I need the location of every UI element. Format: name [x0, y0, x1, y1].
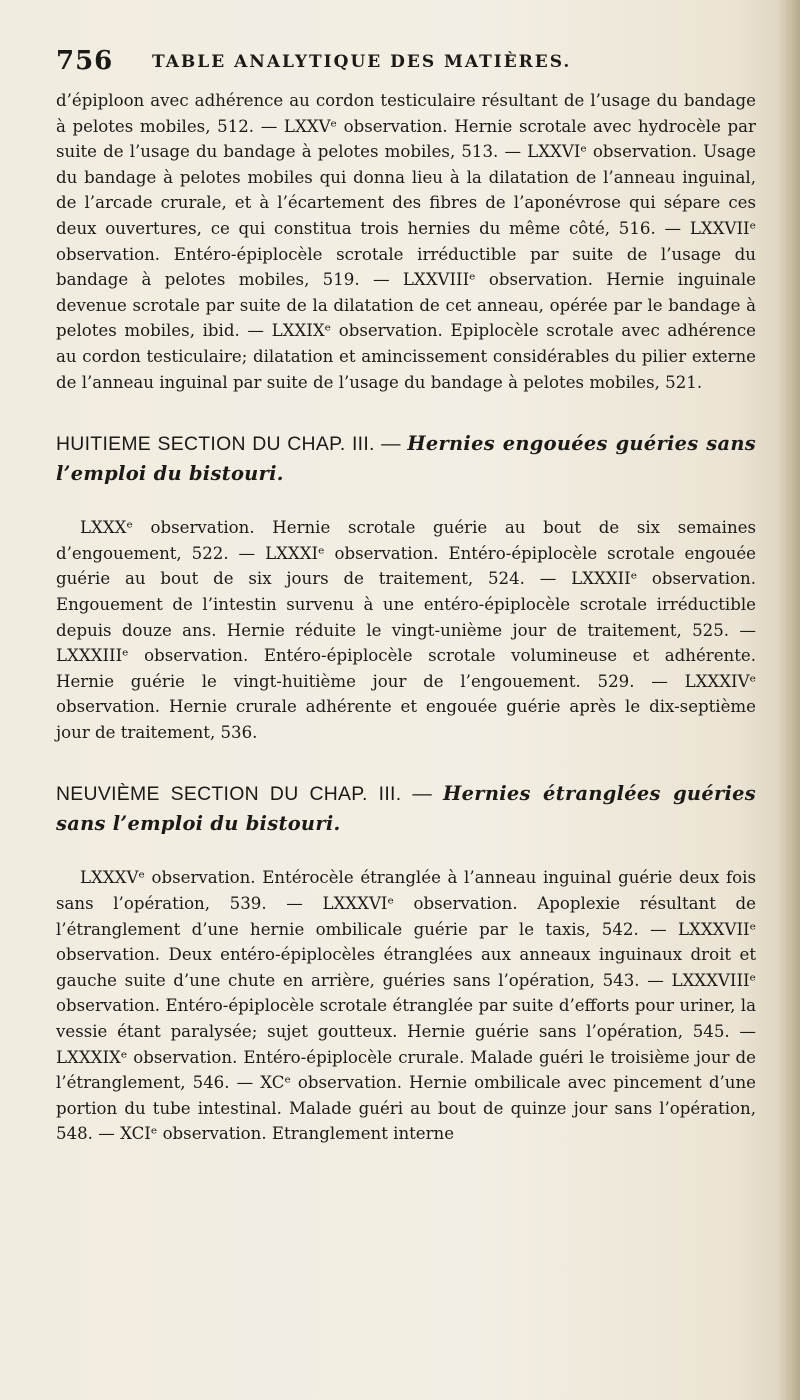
page-body: [56, 88, 756, 1147]
section-heading-huitieme: [56, 429, 756, 489]
section-heading-label: NEUVIÈME SECTION DU CHAP. III. —: [56, 783, 433, 806]
section-heading-neuvieme: [56, 779, 756, 839]
paragraph-observations-85-91: LXXXVᵉ observation. Entérocèle étranglée à l’anneau inguinal guérie deux fois sans l’opération, 539. — LXXXVIᵉ observation. Apoplexie résultant de l’étranglement d’une hernie ombilicale guérie par le taxis, 542. — LXXXVIIᵉ observation. Deux entéro-épiplocèles étranglées aux anneaux inguinaux droit et gauche suite d’une chute en arrière, guéries sans l’opération, 543. — LXXXVIIIᵉ observation. Entéro-épiplocèle scrotale étranglée par suite d’efforts pour uriner, la vessie étant paralysée; sujet goutteux. Hernie guérie sans l’opération, 545. — LXXXIXᵉ observation. Entéro-épiplocèle crurale. Malade guéri le troisième jour de l’étranglement, 546. — XCᵉ observation. Hernie ombilicale avec pincement d’une portion du tube intestinal. Malade guéri au bout de quinze jour sans l’opération, 548. — XCIᵉ observation. Etranglement interne: [56, 868, 756, 1144]
page-header: [56, 46, 756, 86]
section-heading-title: Hernies étranglées guéries sans l’emploi du bistouri.: [56, 782, 756, 836]
section-heading-label: HUITIEME SECTION DU CHAP. III. —: [56, 433, 401, 456]
page-edge-shadow: [778, 0, 800, 1400]
paragraph-observations-80-84: LXXXᵉ observation. Hernie scrotale guérie au bout de six semaines d’engouement, 522. — LXXXIᵉ observation. Entéro-épiplocèle scrotale engouée guérie au bout de six jours de traitement, 524. — LXXXIIᵉ observation. Engouement de l’intestin survenu à une entéro-épiplocèle scrotale irréductible depuis douze ans. Hernie réduite le vingt-unième jour de traitement, 525. — LXXXIIIᵉ observation. Entéro-épiplocèle scrotale volumineuse et adhérente. Hernie guérie le vingt-huitième jour de l’engouement. 529. — LXXXIVᵉ observation. Hernie crurale adhérente et engouée guérie après le dix-septième jour de traitement, 536.: [56, 518, 756, 742]
section-heading-title: Hernies engouées guéries sans l’emploi du bistouri.: [56, 432, 756, 486]
running-title: TABLE ANALYTIQUE DES MATIÈRES.: [152, 52, 572, 72]
page-number: 756: [56, 46, 114, 76]
paragraph-observations-75-79: d’épiploon avec adhérence au cordon testiculaire résultant de l’usage du bandage à pelotes mobiles, 512. — LXXVᵉ observation. Hernie scrotale avec hydrocèle par suite de l’usage du bandage à pelotes mobiles, 513. — LXXVIᵉ observation. Usage du bandage à pelotes mobiles qui donna lieu à la dilatation de l’anneau inguinal, de l’arcade crurale, et à l’écartement des fibres de l’aponévrose qui sépare ces deux ouvertures, ce qui constitua trois hernies du même côté, 516. — LXXVIIᵉ observation. Entéro-épiplocèle scrotale irréductible par suite de l’usage du bandage à pelotes mobiles, 519. — LXXVIIIᵉ observation. Hernie inguinale devenue scrotale par suite de la dilatation de cet anneau, opérée par le bandage à pelotes mobiles, ibid. — LXXIXᵉ observation. Epiplocèle scrotale avec adhérence au cordon testiculaire; dilatation et amincissement considérables du pilier externe de l’anneau inguinal par suite de l’usage du bandage à pelotes mobiles, 521.: [56, 91, 756, 392]
